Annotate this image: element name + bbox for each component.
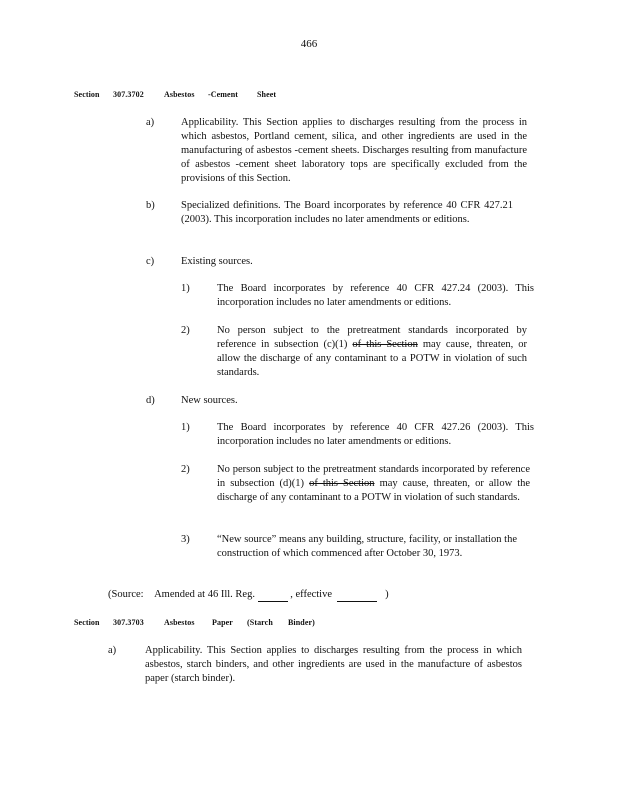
item-d3-label: 3) <box>181 534 190 545</box>
section-word: Section <box>74 90 100 99</box>
source-close: ) <box>385 589 389 600</box>
item-c1-text: The Board incorporates by reference 40 CFR 427.24 (2003). This incorporation includes no later amendments or editions. <box>217 283 534 308</box>
source-effective: , effective <box>290 589 333 600</box>
item-d1-text: The Board incorporates by reference 40 CFR 427.26 (2003). This incorporation includes no later amendments or editions. <box>217 422 534 447</box>
item-d3-text: “New source” means any building, structure, facility, or installation the construction of which commenced after October 30, 1973. <box>217 534 517 559</box>
subsection-b-label: b) <box>146 200 155 211</box>
source-note <box>108 588 389 602</box>
subsection-d-label: d) <box>146 395 155 406</box>
register-blank <box>258 591 288 602</box>
subsection-a-label: a) <box>146 117 155 128</box>
section-number: 307.3703 <box>113 618 144 627</box>
section-number: 307.3702 <box>113 90 144 99</box>
section-title-word: (Starch <box>247 618 273 627</box>
section-title-word: Sheet <box>257 90 277 99</box>
subsection-c-label: c) <box>146 256 155 267</box>
item-c2-text: No person subject to the pretreatment standards incorporated by reference in subsection (c)(1) of this Section may cause, threaten, or allow the discharge of any contaminant to a POTW in violation of such standards. <box>217 325 528 378</box>
section-title-word: Binder) <box>288 618 315 627</box>
section-3703-a-text: Applicability. This Section applies to discharges resulting from the process in which asbestos, starch binders, and other ingredients are used in the manufacture of asbestos paper (starch binder). <box>145 645 522 684</box>
section-word: Section <box>74 618 100 627</box>
section-title-word: Asbestos <box>164 618 195 627</box>
section-title-word: Asbestos <box>164 90 195 99</box>
subsection-c-heading: Existing sources. <box>181 256 253 267</box>
item-c1-label: 1) <box>181 283 190 294</box>
effective-date-blank <box>337 591 377 602</box>
source-open: (Source: <box>108 589 144 600</box>
section-3703-a-label: a) <box>108 645 117 656</box>
subsection-b-text: Specialized definitions. The Board incorporates by reference 40 CFR 427.21 (2003). This incorporation includes no later amendments or editions. <box>181 200 513 225</box>
struck-text: of this Section <box>309 478 375 489</box>
item-c2-label: 2) <box>181 325 190 336</box>
item-d1-label: 1) <box>181 422 190 433</box>
section-title-word: Paper <box>212 618 233 627</box>
source-amended: Amended at 46 Ill. Reg. <box>154 589 255 600</box>
item-d2-label: 2) <box>181 464 190 475</box>
page-number: 466 <box>300 38 318 50</box>
item-d2-text: No person subject to the pretreatment standards incorporated by reference in subsection (d)(1) of this Section may cause, threaten, or allow the discharge of any contaminant to a POTW in violation of such standards. <box>217 464 531 503</box>
struck-text: of this Section <box>352 339 418 350</box>
subsection-a-text: Applicability. This Section applies to discharges resulting from the process in which asbestos, Portland cement, silica, and other ingredients are used in the manufacturing of asbestos -cement sheets. Discharges resulting from manufacture of asbestos -cement sheet laboratory tops are specifically excluded from the provisions of this Section. <box>181 117 527 184</box>
section-title-word: -Cement <box>208 90 239 99</box>
subsection-d-heading: New sources. <box>181 395 238 406</box>
